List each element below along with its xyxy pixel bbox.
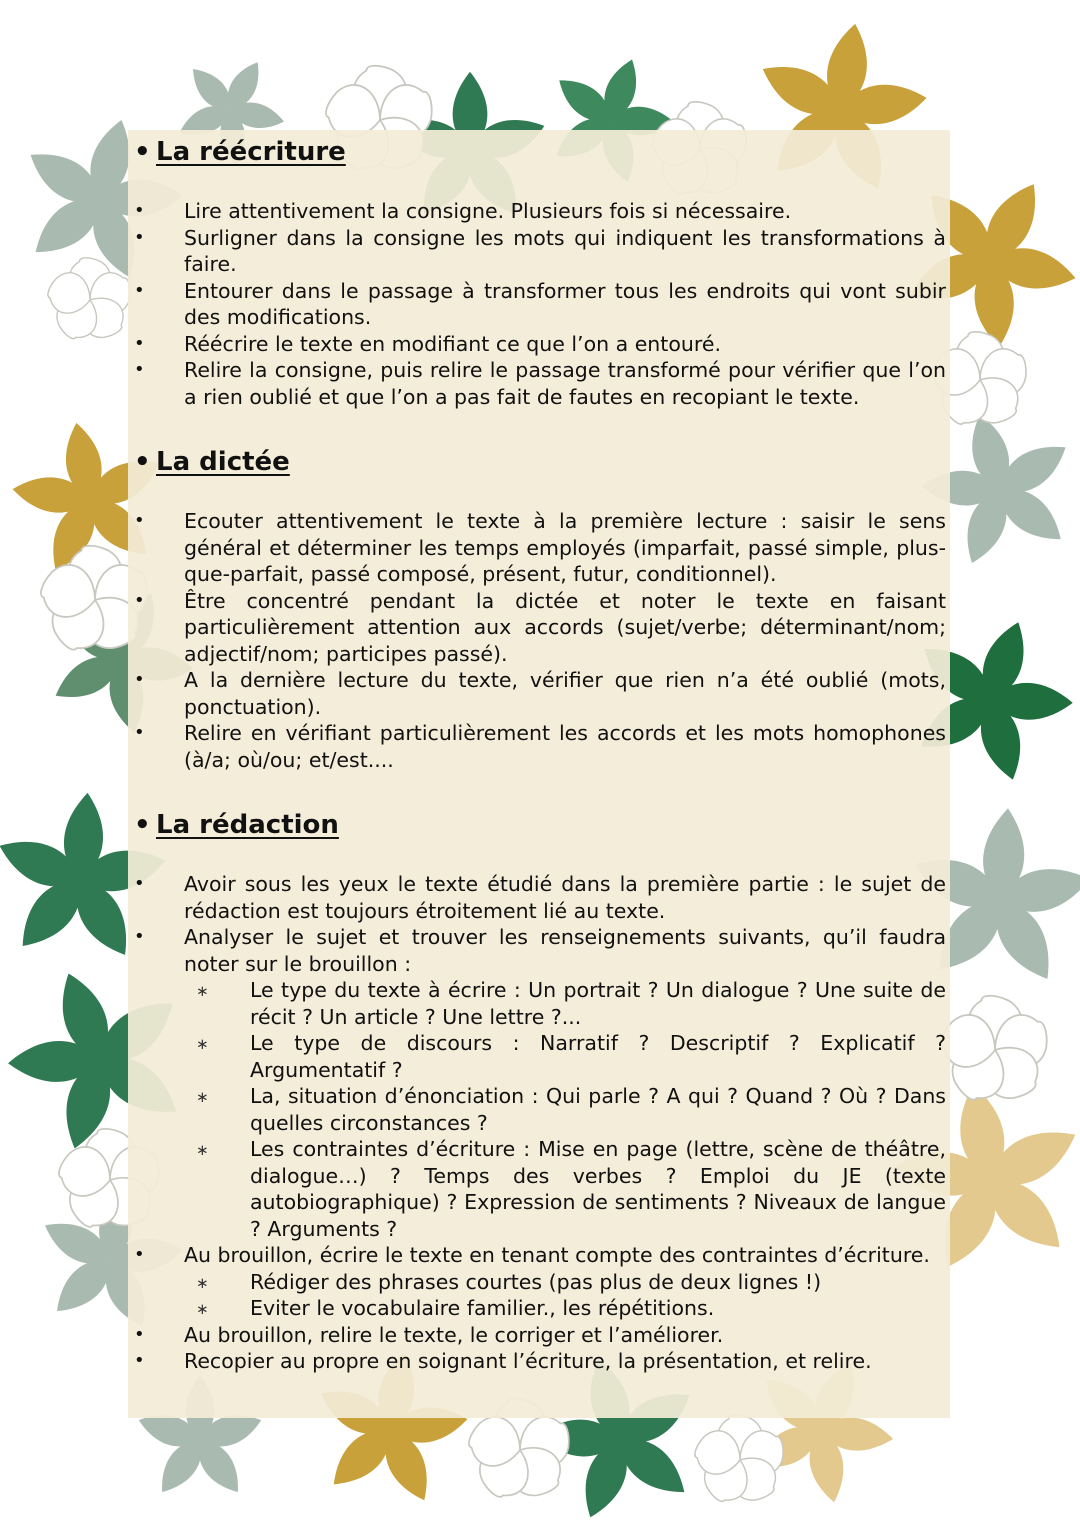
heading-bullet: • xyxy=(134,137,151,167)
list-item: • Au brouillon, écrire le texte en tenant compte des contraintes d’écriture. xyxy=(128,1242,950,1269)
heading-text: La rédaction xyxy=(156,810,339,840)
section-heading xyxy=(128,134,950,170)
list-item: • Relire en vérifiant particulièrement les accords et les mots homophones (à/a; où/ou; et/est.... xyxy=(128,720,950,773)
list-item: • Recopier au propre en soignant l’écriture, la présentation, et relire. xyxy=(128,1348,950,1375)
list-item: • Au brouillon, relire le texte, le corriger et l’améliorer. xyxy=(128,1322,950,1349)
bullet-list xyxy=(128,1322,950,1375)
sub-list-item: ∗ Eviter le vocabulaire familier., les répétitions. xyxy=(128,1295,950,1322)
sub-list-item: ∗ Le type du texte à écrire : Un portrait ? Un dialogue ? Une suite de récit ? Un article ? Une lettre ?... xyxy=(128,977,950,1030)
list-item: • Relire la consigne, puis relire le passage transformé pour vérifier que l’on a rien oublié et que l’on a pas fait de fautes en recopiant le texte. xyxy=(128,357,950,410)
list-item: • Être concentré pendant la dictée et noter le texte en faisant particulièrement attention aux accords (sujet/verbe; déterminant/nom; adjectif/nom; participes passé). xyxy=(128,588,950,668)
list-item: • A la dernière lecture du texte, vérifier que rien n’a été oublié (mots, ponctuation). xyxy=(128,667,950,720)
section-redaction xyxy=(128,807,950,1375)
list-item: • Ecouter attentivement le texte à la première lecture : saisir le sens général et déterminer les temps employés (imparfait, passé simple, plus-que-parfait, passé composé, présent, futur, conditionnel). xyxy=(128,508,950,588)
section-heading xyxy=(128,444,950,480)
heading-text: La dictée xyxy=(156,447,290,477)
bullet-list xyxy=(128,508,950,773)
sub-list xyxy=(128,1269,950,1322)
heading-text: La réécriture xyxy=(156,137,346,167)
bullet-list xyxy=(128,198,950,410)
section-dictee xyxy=(128,444,950,773)
document-body xyxy=(128,130,950,1375)
list-item: • Lire attentivement la consigne. Plusieurs fois si nécessaire. xyxy=(128,198,950,225)
section-reecriture xyxy=(128,134,950,410)
sub-list-item: ∗ Rédiger des phrases courtes (pas plus de deux lignes !) xyxy=(128,1269,950,1296)
list-item: • Avoir sous les yeux le texte étudié dans la première partie : le sujet de rédaction est toujours étroitement lié au texte. xyxy=(128,871,950,924)
list-item: • Entourer dans le passage à transformer tous les endroits qui vont subir des modifications. xyxy=(128,278,950,331)
list-item: • Réécrire le texte en modifiant ce que l’on a entouré. xyxy=(128,331,950,358)
sub-list-item: ∗ La, situation d’énonciation : Qui parle ? A qui ? Quand ? Où ? Dans quelles circonstances ? xyxy=(128,1083,950,1136)
sub-list xyxy=(128,977,950,1242)
list-item: • Surligner dans la consigne les mots qui indiquent les transformations à faire. xyxy=(128,225,950,278)
list-item: • Analyser le sujet et trouver les renseignements suivants, qu’il faudra noter sur le brouillon : xyxy=(128,924,950,977)
sub-list-item: ∗ Le type de discours : Narratif ? Descriptif ? Explicatif ? Argumentatif ? xyxy=(128,1030,950,1083)
heading-bullet: • xyxy=(134,810,151,840)
sub-list-item: ∗ Les contraintes d’écriture : Mise en page (lettre, scène de théâtre, dialogue…) ? Temps des verbes ? Emploi du JE (texte autobiographique) ? Expression de sentiments ? Niveaux de langue ? Arguments ? xyxy=(128,1136,950,1242)
heading-bullet: • xyxy=(134,447,151,477)
bullet-list xyxy=(128,871,950,977)
bullet-list xyxy=(128,1242,950,1269)
section-heading xyxy=(128,807,950,843)
